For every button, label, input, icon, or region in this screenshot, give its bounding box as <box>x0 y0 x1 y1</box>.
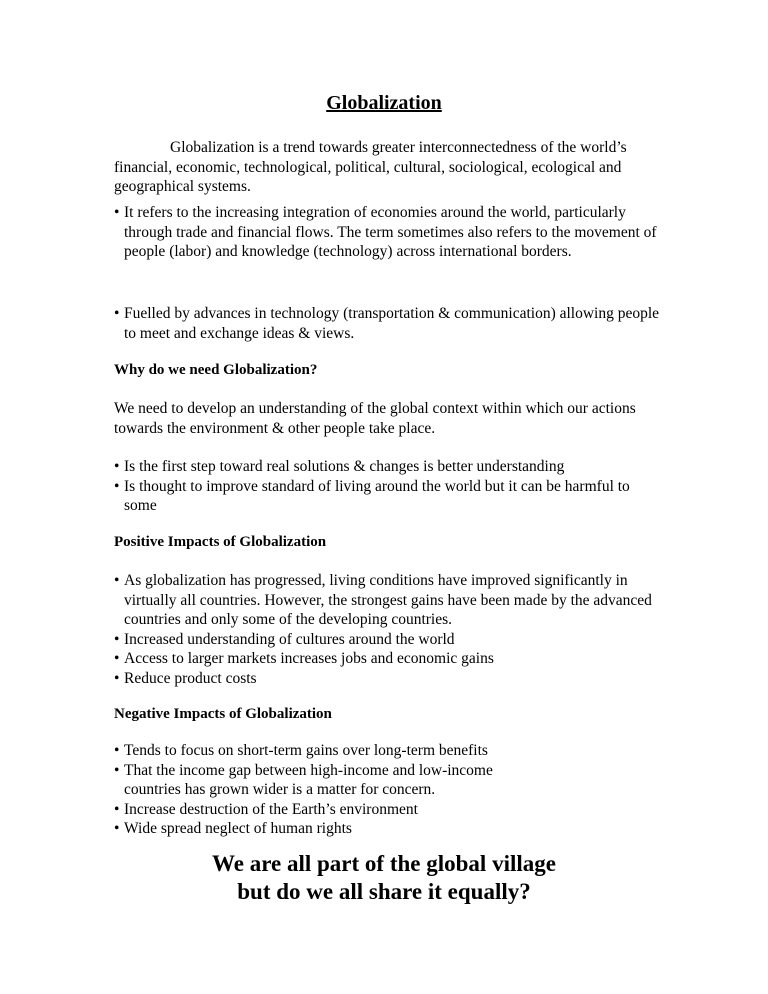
list-item-text: Increased understanding of cultures around the world <box>124 630 455 648</box>
closing-line-1: We are all part of the global village <box>212 851 556 876</box>
negative-heading: Negative Impacts of Globalization <box>114 706 332 722</box>
positive-bullet-list <box>114 571 664 688</box>
list-item-text: Increase destruction of the Earth’s environment <box>124 800 418 818</box>
intro-bullet-list <box>114 203 664 262</box>
bullet-icon: • <box>114 204 120 221</box>
positive-heading: Positive Impacts of Globalization <box>114 534 327 550</box>
intro-paragraph: Globalization is a trend towards greater interconnectedness of the world’s financial, economic, technological, political, cultural, sociological, ecological and geographical systems. <box>114 139 627 195</box>
list-item-text: Is the first step toward real solutions & changes is better understanding <box>124 458 565 475</box>
closing-statement <box>0 850 768 906</box>
bullet-icon: • <box>114 477 120 495</box>
list-item-text: Access to larger markets increases jobs and economic gains <box>124 650 494 667</box>
bullet-icon: • <box>114 630 120 648</box>
list-item <box>114 630 664 650</box>
bullet-icon: • <box>114 761 120 779</box>
bullet-icon: • <box>114 742 120 759</box>
list-item <box>114 571 664 630</box>
list-item <box>114 304 664 343</box>
closing-line-2: but do we all share it equally? <box>237 879 531 904</box>
list-item <box>114 649 664 669</box>
list-item <box>114 800 664 820</box>
list-item <box>114 761 544 800</box>
intro-bullet-list-2 <box>114 304 664 343</box>
bullet-icon: • <box>114 305 120 322</box>
list-item <box>114 457 664 477</box>
list-item <box>114 669 664 689</box>
why-paragraph: We need to develop an understanding of the global context within which our actions towards the environment & other people take place. <box>114 400 636 437</box>
negative-bullet-list <box>114 741 664 839</box>
bullet-icon: • <box>114 820 120 837</box>
list-item-text: Is thought to improve standard of living around the world but it can be harmful to some <box>124 477 630 514</box>
page-title: Globalization <box>326 92 442 114</box>
list-item-text: As globalization has progressed, living conditions have improved significantly in virtually all countries. However, the strongest gains have been made by the advanced countries and only some of the developing countries. <box>124 572 652 628</box>
list-item-text: Wide spread neglect of human rights <box>124 820 352 837</box>
list-item-text: It refers to the increasing integration of economies around the world, particularly through trade and financial flows. The term sometimes also refers to the movement of people (labor) and knowledge (technology) across international borders. <box>124 204 657 260</box>
list-item-text: Reduce product costs <box>124 669 257 687</box>
list-item <box>114 203 664 262</box>
list-item <box>114 741 664 761</box>
bullet-icon: • <box>114 572 120 589</box>
list-item-text: That the income gap between high-income and low-income countries has grown wider is a matter for concern. <box>124 761 493 798</box>
why-heading: Why do we need Globalization? <box>114 362 318 378</box>
bullet-icon: • <box>114 458 120 475</box>
bullet-icon: • <box>114 800 120 818</box>
bullet-icon: • <box>114 669 120 687</box>
list-item-text: Tends to focus on short-term gains over long-term benefits <box>124 742 488 759</box>
why-bullet-list <box>114 457 664 516</box>
list-item <box>114 477 664 516</box>
list-item-text: Fuelled by advances in technology (transportation & communication) allowing people to meet and exchange ideas & views. <box>124 305 660 342</box>
list-item <box>114 819 664 839</box>
bullet-icon: • <box>114 650 120 667</box>
